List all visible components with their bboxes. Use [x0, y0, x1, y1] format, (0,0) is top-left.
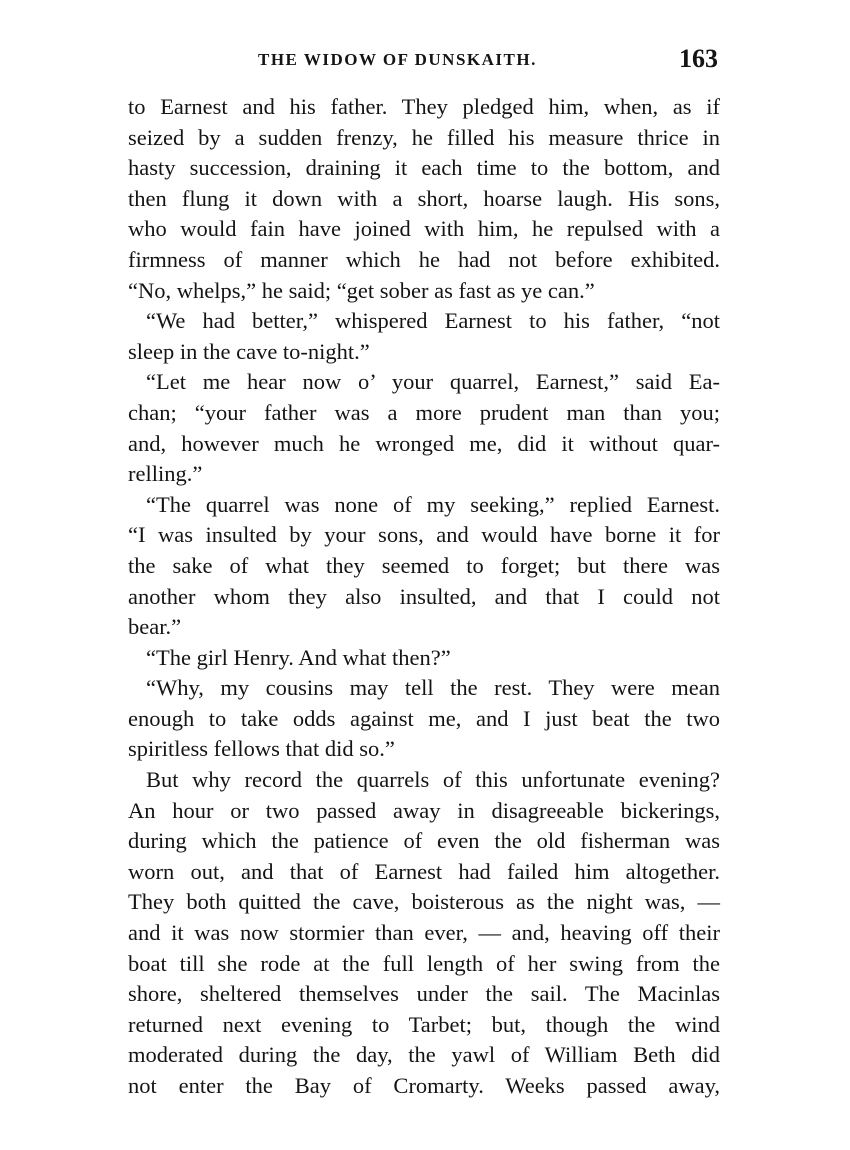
- text-line: returned next evening to Tarbet; but, though the wind: [128, 1011, 720, 1037]
- text-line: then flung it down with a short, hoarse laugh. His sons,: [128, 185, 720, 211]
- text-line: another whom they also insulted, and that I could not: [128, 583, 720, 609]
- text-line: But why record the quarrels of this unfortunate evening?: [146, 767, 720, 793]
- text-line: during which the patience of even the old fisherman was: [128, 828, 720, 854]
- text-line: not enter the Bay of Cromarty. Weeks passed away,: [128, 1073, 720, 1098]
- text-line: bear.”: [128, 614, 182, 640]
- text-line: chan; “your father was a more prudent man than you;: [128, 399, 720, 425]
- text-line: “The girl Henry. And what then?”: [146, 644, 451, 670]
- text-line: “We had better,” whispered Earnest to his father, “not: [146, 308, 720, 334]
- text-line: sleep in the cave to-night.”: [128, 338, 370, 364]
- text-line: moderated during the day, the yawl of William Beth did: [128, 1042, 720, 1068]
- text-line: and, however much he wronged me, did it without quar-: [128, 430, 720, 456]
- text-line: worn out, and that of Earnest had failed him altogether.: [128, 858, 720, 884]
- text-line: firmness of manner which he had not before exhibited.: [128, 246, 720, 272]
- text-line: shore, sheltered themselves under the sail. The Macinlas: [128, 981, 720, 1007]
- text-line: to Earnest and his father. They pledged him, when, as if: [128, 94, 720, 119]
- text-line: who would fain have joined with him, he repulsed with a: [128, 216, 720, 242]
- text-line: They both quitted the cave, boisterous as the night was, —: [128, 889, 720, 915]
- text-line: “The quarrel was none of my seeking,” replied Earnest.: [146, 491, 720, 517]
- text-line: relling.”: [128, 461, 203, 487]
- text-line: seized by a sudden frenzy, he filled his measure thrice in: [128, 124, 720, 150]
- text-line: the sake of what they seemed to forget; but there was: [128, 552, 720, 578]
- text-line: enough to take odds against me, and I just beat the two: [128, 705, 720, 731]
- text-line: spiritless fellows that did so.”: [128, 736, 395, 762]
- text-line: “Why, my cousins may tell the rest. They were mean: [146, 675, 720, 701]
- page-number: 163: [679, 44, 718, 73]
- text-line: “I was insulted by your sons, and would have borne it for: [128, 522, 720, 548]
- text-line: boat till she rode at the full length of her swing from the: [128, 950, 720, 976]
- running-head: [128, 44, 720, 80]
- text-line: hasty succession, draining it each time to the bottom, and: [128, 155, 720, 181]
- running-title: THE WIDOW OF DUNSKAITH.: [258, 50, 537, 69]
- text-line: and it was now stormier than ever, — and, heaving off their: [128, 920, 720, 946]
- body-text: [128, 92, 720, 1102]
- text-line: “No, whelps,” he said; “get sober as fast as ye can.”: [128, 277, 595, 303]
- text-line: An hour or two passed away in disagreeable bickerings,: [128, 797, 720, 823]
- text-line: “Let me hear now o’ your quarrel, Earnest,” said Ea-: [146, 369, 720, 395]
